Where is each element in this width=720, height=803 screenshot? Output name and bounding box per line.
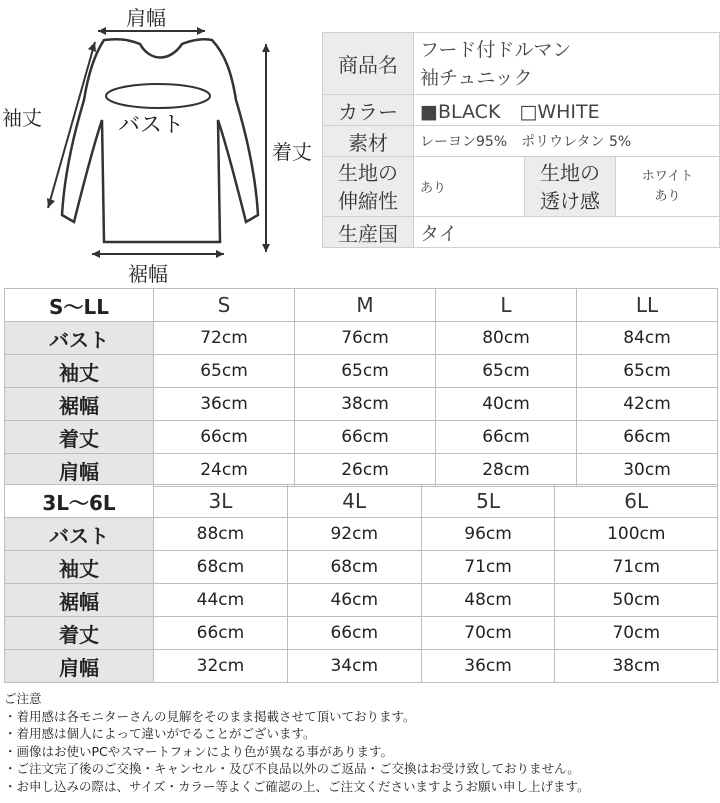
table-cell: 70cm	[421, 617, 555, 650]
size-table-s-ll	[4, 288, 718, 487]
table-cell: 71cm	[421, 551, 555, 584]
product-name-line1: フード付ドルマン	[420, 38, 572, 61]
table-cell: 66cm	[287, 617, 421, 650]
note-item: ・お申し込みの際は、サイズ・カラー等よくご確認の上、ご注文くださいますようお願い申し上げます。	[4, 778, 590, 794]
row-label: バスト	[5, 322, 154, 355]
row-label: 着丈	[5, 617, 154, 650]
size-header: LL	[577, 289, 718, 322]
size-header: 6L	[555, 485, 718, 518]
row-label: 着丈	[5, 421, 154, 454]
row-label: 袖丈	[5, 551, 154, 584]
table-cell: 70cm	[555, 617, 718, 650]
table-cell: 40cm	[436, 388, 577, 421]
note-item: ・着用感は各モニターさんの見解をそのまま掲載させて頂いております。	[4, 708, 416, 724]
table-row	[5, 650, 718, 683]
row-label: 袖丈	[5, 355, 154, 388]
size-header: 3L	[154, 485, 288, 518]
table-cell: 68cm	[287, 551, 421, 584]
hem-label: 裾幅	[128, 262, 168, 286]
table-row	[5, 355, 718, 388]
size-header: 5L	[421, 485, 555, 518]
table-cell: 88cm	[154, 518, 288, 551]
table-cell: 68cm	[154, 551, 288, 584]
notes	[4, 690, 590, 796]
origin-label: 生産国	[323, 217, 414, 248]
origin-value: タイ	[414, 217, 720, 248]
table-cell: 65cm	[154, 355, 295, 388]
table-cell: 65cm	[436, 355, 577, 388]
product-name-label: 商品名	[323, 33, 414, 95]
table-row	[5, 388, 718, 421]
table-cell: 80cm	[436, 322, 577, 355]
table-cell: 30cm	[577, 454, 718, 487]
note-item: ・画像はお使いPCやスマートフォンにより色が異なる事があります。	[4, 743, 394, 759]
table-cell: 66cm	[577, 421, 718, 454]
sheer-value-line1: ホワイト	[641, 168, 694, 184]
table-row	[5, 617, 718, 650]
row-label: 裾幅	[5, 388, 154, 421]
table-cell: 24cm	[154, 454, 295, 487]
table-cell: 28cm	[436, 454, 577, 487]
table-row	[5, 421, 718, 454]
garment-diagram	[0, 0, 322, 285]
color-value: ■BLACK □WHITE	[414, 95, 720, 126]
row-label: 肩幅	[5, 650, 154, 683]
table-cell: 71cm	[555, 551, 718, 584]
table-cell: 84cm	[577, 322, 718, 355]
table-cell: 34cm	[287, 650, 421, 683]
table-cell: 36cm	[154, 388, 295, 421]
table-row	[5, 551, 718, 584]
table-cell: 50cm	[555, 584, 718, 617]
size-header: 4L	[287, 485, 421, 518]
shoulder-label: 肩幅	[126, 6, 166, 30]
sheer-label-line2: 透け感	[540, 188, 600, 213]
table-cell: 48cm	[421, 584, 555, 617]
table-cell: 26cm	[295, 454, 436, 487]
notes-heading: ご注意	[4, 691, 42, 706]
size-header: L	[436, 289, 577, 322]
table-cell: 100cm	[555, 518, 718, 551]
table-cell: 66cm	[154, 617, 288, 650]
table-cell: 42cm	[577, 388, 718, 421]
sheer-label-line1: 生地の	[540, 160, 600, 185]
table-cell: 36cm	[421, 650, 555, 683]
table-cell: 66cm	[295, 421, 436, 454]
product-info-table	[322, 32, 720, 248]
table-row	[5, 322, 718, 355]
note-item: ・ご注文完了後のご交換・キャンセル・及び不良品以外のご返品・ご交換はお受け致しておりません。	[4, 761, 580, 777]
table-row	[5, 518, 718, 551]
row-label: 裾幅	[5, 584, 154, 617]
table-cell: 38cm	[295, 388, 436, 421]
product-name-line2: 袖チュニック	[420, 66, 533, 89]
length-label: 着丈	[272, 140, 312, 164]
table-cell: 66cm	[436, 421, 577, 454]
color-label: カラー	[323, 95, 414, 126]
table-cell: 32cm	[154, 650, 288, 683]
stretch-label-line2: 伸縮性	[338, 188, 398, 213]
table-cell: 65cm	[577, 355, 718, 388]
row-label: 肩幅	[5, 454, 154, 487]
table-cell: 66cm	[154, 421, 295, 454]
size-group-label: 3L～6L	[5, 485, 154, 518]
table-cell: 44cm	[154, 584, 288, 617]
row-label: バスト	[5, 518, 154, 551]
table-cell: 96cm	[421, 518, 555, 551]
sheer-value-line2: あり	[654, 188, 681, 204]
note-item: ・着用感は個人によって違いがでることがございます。	[4, 726, 316, 742]
table-cell: 38cm	[555, 650, 718, 683]
sleeve-label: 袖丈	[2, 106, 42, 130]
table-row	[5, 584, 718, 617]
size-header: S	[154, 289, 295, 322]
stretch-value: あり	[414, 157, 525, 217]
table-row	[5, 454, 718, 487]
material-value: レーヨン95% ポリウレタン 5%	[414, 126, 720, 157]
table-cell: 72cm	[154, 322, 295, 355]
material-label: 素材	[323, 126, 414, 157]
stretch-label-line1: 生地の	[338, 160, 398, 185]
table-cell: 65cm	[295, 355, 436, 388]
size-table-3l-6l	[4, 484, 718, 683]
size-group-label: S～LL	[5, 289, 154, 322]
table-cell: 92cm	[287, 518, 421, 551]
bust-label: バスト	[118, 113, 185, 138]
table-cell: 76cm	[295, 322, 436, 355]
size-header: M	[295, 289, 436, 322]
table-cell: 46cm	[287, 584, 421, 617]
